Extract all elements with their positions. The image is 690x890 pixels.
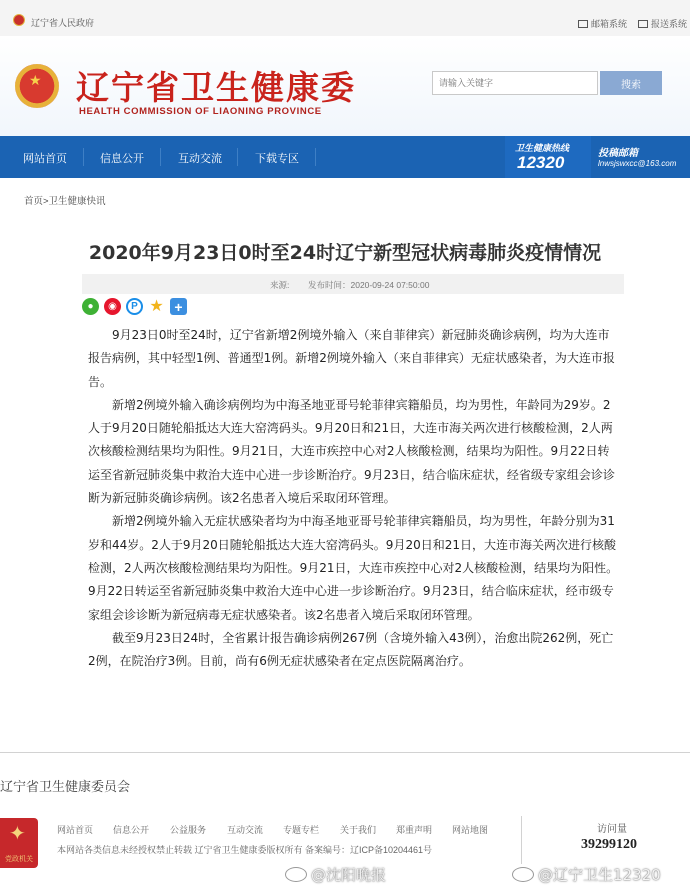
footer-link-statement[interactable]: 郑重声明	[396, 825, 433, 835]
report-system-label: 报送系统	[651, 19, 688, 29]
favorite-star-icon[interactable]: ★	[149, 297, 164, 315]
footer-vertical-divider	[521, 816, 522, 864]
mailbox-address: lnwsjswxcc@163.com	[598, 159, 677, 168]
article-body	[88, 324, 620, 673]
article-paragraph: 9月23日0时至24时，辽宁省新增2例境外输入（来自菲律宾）新冠肺炎确诊病例，均为大连市报告病例，其中轻型1例、普通型1例。新增2例境外输入（来自菲律宾）无症状感染者，为大连市报告。	[88, 328, 615, 389]
top-bar	[0, 0, 690, 36]
gov-link[interactable]: 辽宁省人民政府	[31, 18, 95, 28]
watermark-shenyang	[285, 864, 386, 885]
source-label: 来源:	[270, 280, 290, 290]
watermark-text: @辽宁卫生12320	[538, 866, 661, 884]
mailbox-banner[interactable]	[592, 136, 690, 178]
nav-separator	[160, 148, 161, 166]
site-title[interactable]: 辽宁省卫生健康委	[76, 68, 356, 107]
footer-link-interaction[interactable]: 互动交流	[227, 825, 264, 835]
mail-icon	[578, 20, 588, 28]
footer-link-public-service[interactable]: 公益服务	[170, 825, 207, 835]
article-paragraph: 新增2例境外输入确诊病例均为中海圣地亚哥号轮菲律宾籍船员，均为男性，年龄同为29岁。2人于9月20日随轮船抵达大连大窑湾码头。9月20日和21日，大连市海关两次进行核酸检测，2人两次核酸检测结果均为阳性。9月21日，大连市疾控中心对2人核酸检测，结果均为阳性。9月22日转运至省新冠肺炎集中救治大连中心进一步诊断治疗。9月23日，结合临床症状，经省级专家组会诊诊断为新冠肺炎确诊病例。该2名患者入境后采取闭环管理。	[88, 397, 615, 506]
footer-copyright: 本网站各类信息未经授权禁止转载 辽宁省卫生健康委版权所有 备案编号：辽ICP备10204461号	[57, 845, 433, 855]
national-emblem-icon: ★	[15, 64, 59, 108]
nav-separator	[83, 148, 84, 166]
nav-separator	[237, 148, 238, 166]
search-input[interactable]	[432, 71, 598, 95]
footer-org-name: 辽宁省卫生健康委员会	[0, 780, 131, 795]
nav-info-disclosure[interactable]: 信息公开	[100, 153, 144, 165]
mail-system-link[interactable]	[578, 17, 627, 30]
weibo-watermark-icon	[512, 867, 534, 882]
watermark-text: @沈阳晚报	[311, 866, 387, 884]
search-button[interactable]: 搜索	[600, 71, 662, 95]
share-bar	[82, 298, 187, 315]
publish-time: 发布时间：2020-09-24 07:50:00	[308, 280, 430, 290]
party-gov-badge[interactable]	[0, 818, 38, 868]
footer-link-sitemap[interactable]: 网站地图	[452, 825, 489, 835]
visit-count-value: 39299120	[581, 837, 637, 852]
footer-divider	[0, 752, 690, 753]
hotline-banner[interactable]	[505, 136, 591, 178]
footer-link-about[interactable]: 关于我们	[340, 825, 377, 835]
footer-link-home[interactable]: 网站首页	[57, 825, 94, 835]
hotline-label: 卫生健康热线	[515, 143, 570, 153]
article-paragraph: 截至9月23日24时，全省累计报告确诊病例267例（含境外输入43例），治愈出院262例，死亡2例，在院治疗3例。目前，尚有6例无症状感染者在定点医院隔离治疗。	[88, 630, 614, 669]
paipai-share-icon[interactable]: P	[126, 298, 143, 315]
nav-separator	[315, 148, 316, 166]
gov-emblem-icon	[13, 14, 25, 26]
mail-system-label: 邮箱系统	[591, 19, 628, 29]
hotline-number: 12320	[517, 153, 565, 172]
weibo-watermark-icon	[285, 867, 307, 882]
party-gov-badge-icon: ✦	[9, 823, 26, 845]
report-icon	[638, 20, 648, 28]
footer-link-info[interactable]: 信息公开	[113, 825, 150, 835]
nav-downloads[interactable]: 下载专区	[255, 153, 299, 165]
article-title: 2020年9月23日0时至24时辽宁新型冠状病毒肺炎疫情情况	[88, 242, 602, 264]
site-subtitle: HEALTH COMMISSION OF LIAONING PROVINCE	[79, 106, 322, 117]
report-system-link[interactable]	[638, 17, 687, 30]
article-meta	[82, 274, 624, 294]
nav-home[interactable]: 网站首页	[23, 153, 67, 165]
watermark-liaoning	[512, 864, 661, 885]
site-header	[0, 36, 690, 136]
footer-link-topics[interactable]: 专题专栏	[283, 825, 320, 835]
mailbox-label: 投稿邮箱	[598, 148, 638, 159]
weibo-share-icon[interactable]: ◉	[104, 298, 121, 315]
nav-interaction[interactable]: 互动交流	[178, 153, 222, 165]
party-gov-badge-label: 党政机关	[5, 856, 33, 863]
more-share-plus-icon[interactable]: +	[170, 298, 187, 315]
article-paragraph: 新增2例境外输入无症状感染者均为中海圣地亚哥号轮菲律宾籍船员，均为男性，年龄分别为31岁和44岁。2人于9月20日随轮船抵达大连大窑湾码头。9月20日和21日，大连市海关两次进行核酸检测，2人两次核酸检测结果均为阳性。9月21日，大连市疾控中心对2人核酸检测，结果均为阳性。9月22日转运至省新冠肺炎集中救治大连中心进一步诊断治疗。9月23日，结合临床症状，经市级专家组会诊诊断为新冠病毒无症状感染者。该2名患者入境后采取闭环管理。	[88, 514, 619, 622]
breadcrumb[interactable]: 首页>卫生健康快讯	[24, 196, 106, 207]
visit-count-label: 访问量	[597, 824, 627, 835]
wechat-share-icon[interactable]: ●	[82, 298, 99, 315]
